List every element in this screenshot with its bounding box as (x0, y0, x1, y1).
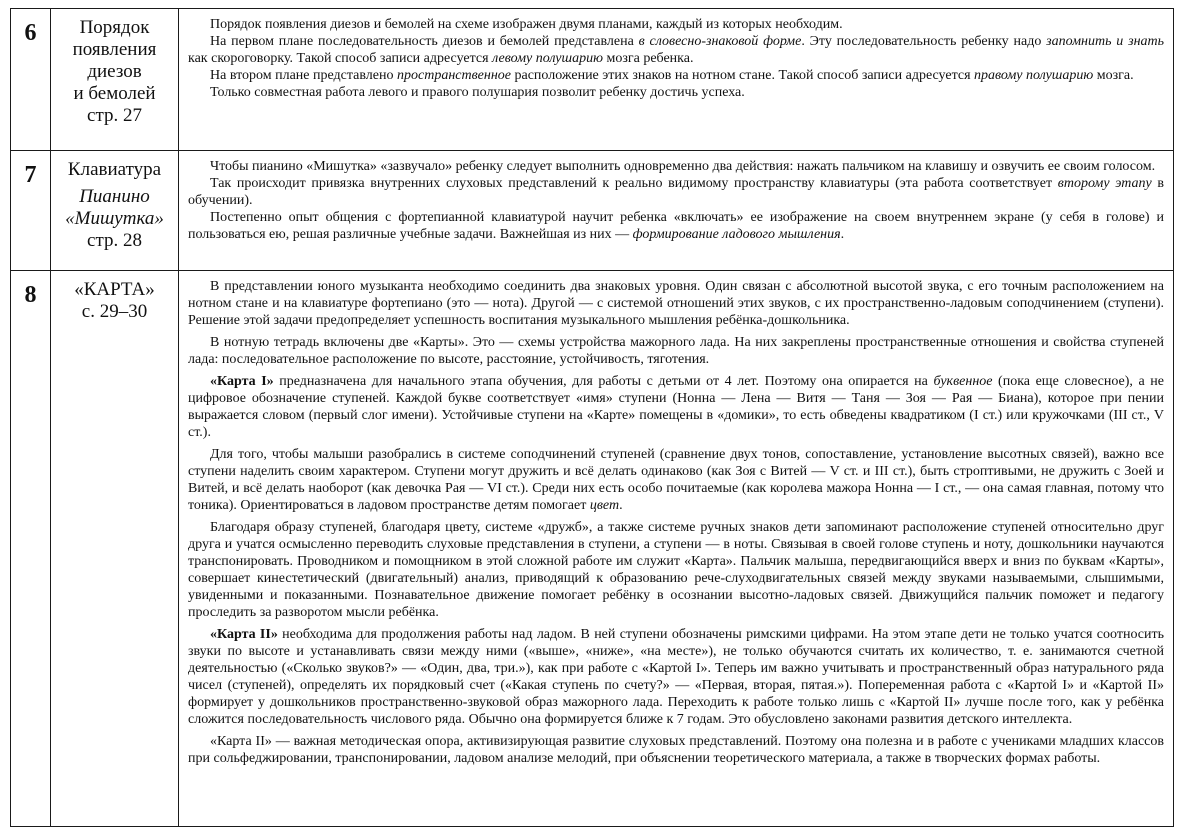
text-run: На втором плане представлено (210, 68, 397, 83)
text-run: Благодаря образу ступеней, благодаря цвету, системе «дружб», а также системе ручных знаков дети запоминают расположение ступеней относительно друг друга и учатся осмысленно переводить слуховые представления в ступени, а ступени — в ноты. Связывая в своей голове ступень и ноту, дошкольники научаются транспонировать. Проводником и помощником в этой сложной работе им служит «Карта». Пальчик малыша, передвигающийся вверх и вниз по буквам «Карты», совершает кинестетический (двигательный) анализ, приводящий к образованию рече-слуходвигательных связей между звуками называемыми, слышимыми, увиденными и показанными. Познавательное движение помогает ребёнку в осознании высотно-ладовых связей. Движущийся пальчик поможет и педагогу проследить за разворотом мысли ребёнка. (188, 520, 1164, 620)
topic-page-ref: стр. 28 (87, 230, 142, 251)
text-run: . (840, 227, 845, 242)
topic-line: появления (72, 39, 157, 60)
text-run: мозга. (1093, 68, 1134, 83)
paragraph (188, 626, 1164, 728)
text-run: В представлении юного музыканта необходимо соединить два знаковых уровня. Один связан с абсолютной высотой звука, с его точным расположением на нотном стане и на клавиатуре фортепиано (это — нота). Другой — с системой отношений этих звуков, с их пространственно-ладовым соподчинением (ступени). Решение этой задачи предопределяет успешность воспитания музыкального мышления ребёнка-дошкольника. (188, 279, 1164, 328)
text-run: формирование ладового мышления (632, 227, 841, 242)
text-run: Для того, чтобы малыши разобрались в системе соподчинений ступеней (сравнение двух тонов, сопоставление, установление высотных связей), важно все ступени наделить своим характером. Ступени могут дружить и всё делать одинаково (как Зоя с Витей — V ст. и III ст.), быть строптивыми, не дружить с Зоей и Витей, и всё делать наоборот (как девочка Рая — VI ст.). Среди них есть особо почитаемые (как королева мажора Нонна — I ст., — она самая главная, потому что тоника). Ориентироваться в ладовом пространстве детям помогает (188, 447, 1164, 513)
text-run: (пока еще словесное), а не цифровое обозначение ступеней. Каждой букве соответствует «имя» ступени (Нонна — Лена — Витя — Таня — Зоя — Рая — Биана), которое при пении выражается словом (первый слог имени). Устойчивые ступени на «Карте» помещены в «домики», то есть обведены квадратиком (I ст.) или кружочками (III ст., V ст.). (188, 374, 1164, 440)
paragraph (188, 733, 1164, 767)
text-run: пространственное (397, 68, 511, 83)
paragraph (188, 519, 1164, 621)
text-run: второму этапу (1057, 176, 1152, 191)
text-run: необходима для продолжения работы над ладом. В ней ступени обозначены римскими цифрами. На этом этапе дети не только учатся соотносить звуки по высоте и устанавливать связи между ними («выше», «ниже», «на месте»), не только обучаются считать их количество, т. е. занимаются счетной деятельностью («Сколько звуков?» — «Один, два, три.»), как при работе с «Картой I». Теперь им важно учитывать и пространственный образ натурального ряда чисел (ступеней), определять их порядковый счет («Какая ступень по счету?» — «Первая, вторая, пятая.»). Попеременная работа с «Картой I» и «Картой II» формирует у дошкольников пространственно-звуковой образ мажорного лада. Переходить к работе только лишь с «Картой II» лучше после того, как у ребёнка сложится последовательность числового ряда. Обычно она формируется ближе к 7 годам. Это обусловлено законами развития детского интеллекта. (188, 627, 1164, 727)
text-run: расположение этих знаков на нотном стане. Такой способ записи адресуется (511, 68, 975, 83)
table-row (11, 271, 1174, 827)
table-row (11, 9, 1174, 151)
row-body (179, 271, 1174, 827)
text-run: Порядок появления диезов и бемолей на схеме изображен двумя планами, каждый из которых необходим. (210, 17, 843, 32)
topic-line: Порядок (79, 17, 150, 38)
text-run: в обучении). (188, 176, 1164, 208)
paragraph (188, 175, 1164, 209)
paragraph (188, 373, 1164, 441)
topic-line: и бемолей (73, 83, 156, 104)
text-run: Только совместная работа левого и правого полушария позволит ребенку достичь успеха. (210, 85, 745, 100)
table-row (11, 151, 1174, 271)
topic-line: Пианино (79, 186, 150, 207)
row-number: 7 (11, 151, 51, 271)
text-run: «Карта II» — важная методическая опора, активизирующая развитие слуховых представлений. Поэтому она полезна и в работе с учениками младших классов при сольфеджировании, транспонировании, ладовом анализе мелодий, при объяснении теоретического материала, а также в творческих формах работы. (188, 734, 1164, 766)
text-run: Так происходит привязка внутренних слуховых представлений к реально видимому пространству клавиатуры (эта работа соответствует (210, 176, 1058, 191)
text-run: На первом плане последовательность диезов и бемолей представлена (210, 34, 639, 49)
paragraph (188, 67, 1164, 84)
text-run: запомнить и знать (1046, 34, 1165, 49)
row-topic (51, 151, 179, 271)
row-topic (51, 271, 179, 827)
text-run: правому полушарию (974, 68, 1094, 83)
text-run: . Эту последовательность ребенку надо (801, 34, 1047, 49)
row-number: 6 (11, 9, 51, 151)
topic-page-ref: стр. 27 (87, 105, 142, 126)
text-run: предназначена для начального этапа обучения, для работы с детьми от 4 лет. Поэтому она опирается на (273, 374, 934, 389)
text-run: «Карта I» (210, 374, 274, 389)
paragraph (188, 446, 1164, 514)
text-run: Чтобы пианино «Мишутка» «зазвучало» ребенку следует выполнить одновременно два действия: нажать пальчиком на клавишу и озвучить ее своим голосом. (210, 159, 1156, 174)
paragraph (188, 334, 1164, 368)
methodology-table (10, 8, 1174, 827)
row-number: 8 (11, 271, 51, 827)
row-body (179, 151, 1174, 271)
topic-line: «Мишутка» (65, 208, 164, 229)
topic-line: Клавиатура (67, 159, 162, 180)
text-run: В нотную тетрадь включены две «Карты». Это — схемы устройства мажорного лада. На них закреплены пространственные отношения и свойства ступеней лада: последовательное расположение по высоте, расстояние, устойчивость, тяготения. (188, 335, 1164, 367)
paragraph (188, 33, 1164, 67)
paragraph (188, 158, 1164, 175)
paragraph (188, 84, 1164, 101)
text-run: левому полушарию (492, 51, 603, 66)
text-run: буквенное (933, 374, 993, 389)
topic-page-ref: с. 29–30 (81, 301, 148, 322)
text-run: мозга ребенка. (602, 51, 694, 66)
topic-line: «КАРТА» (74, 279, 155, 300)
text-run: в словесно-знаковой форме (638, 34, 802, 49)
text-run: . (619, 498, 623, 513)
paragraph (188, 209, 1164, 243)
row-topic (51, 9, 179, 151)
paragraph (188, 16, 1164, 33)
text-run: Постепенно опыт общения с фортепианной клавиатурой научит ребенка «включать» ее изображение на своем внутреннем экране (у себя в голове) и пользоваться ею, решая различные учебные задачи. Важнейшая из них — (188, 210, 1164, 242)
text-run: цвет (589, 498, 620, 513)
row-body (179, 9, 1174, 151)
text-run: как скороговорку. Такой способ записи адресуется (188, 51, 493, 66)
text-run: «Карта II» (210, 627, 278, 642)
topic-line: диезов (87, 61, 142, 82)
paragraph (188, 278, 1164, 329)
